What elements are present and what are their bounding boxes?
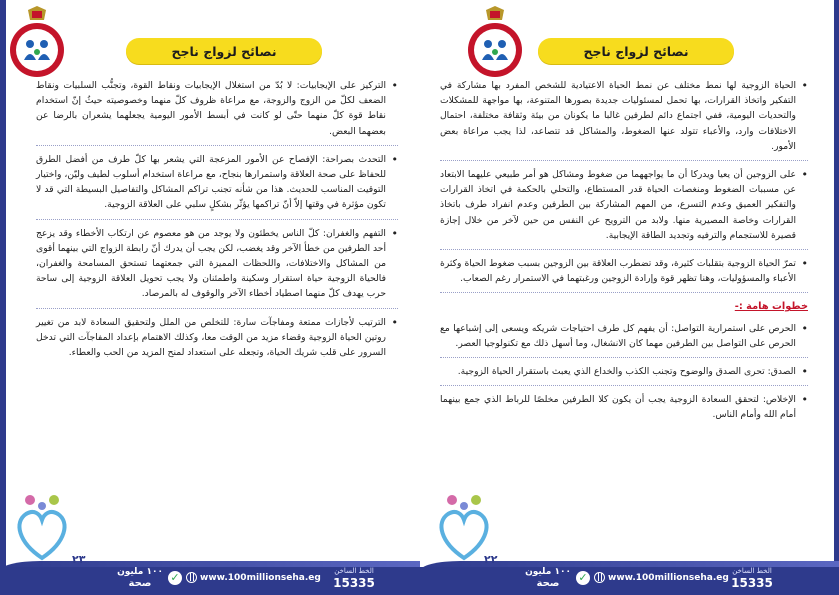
- ministry-emblem-icon: [464, 6, 526, 80]
- list-item: • الصدق: تحرى الصدق والوضوح وتجنب الكذب والخداع الذي يعبث باستقرار الحياة الزوجية.: [440, 364, 808, 386]
- footer: [420, 553, 839, 595]
- hotline: [726, 567, 778, 590]
- footer: [0, 553, 420, 595]
- page-right: [420, 0, 839, 595]
- brand-line2: صحة: [536, 578, 560, 589]
- hotline-number: 15335: [333, 576, 375, 590]
- list-item: • الحرص على استمرارية التواصل: أن يفهم كل طرف احتياجات شريكه ويسعى إلى إشباعها مع الحرص على التواصل بين الطرفين مهما كان الانشغال، وما أسهل ذلك مع تكنولوجيا العصر.: [440, 321, 808, 358]
- website-link[interactable]: [186, 572, 321, 583]
- heart-family-logo-icon: [10, 492, 74, 564]
- check-icon: ✓: [168, 571, 182, 585]
- page-title: نصائح لزواج ناجح: [126, 38, 322, 64]
- website-link[interactable]: [594, 572, 729, 583]
- brand-logo: [112, 567, 168, 590]
- page-edge-strip: [0, 0, 6, 595]
- globe-icon: [186, 572, 197, 583]
- ministry-emblem-icon: [6, 6, 68, 80]
- tips-list: [36, 78, 398, 372]
- section-title: خطوات هامة :-: [734, 301, 808, 313]
- page-title: نصائح لزواج ناجح: [538, 38, 734, 64]
- list-item: • التركيز على الإيجابيات: لا بُدّ من استغلال الإيجابيات ونقاط القوة، وتجنُّب السلبيات ونقاط الضعف لكلّ من الزوج والزوجة، مع مراعاة ظروف كلّ منهما وخصوصيته حيثُ إنّ استخدام نقاط قوة كلّ منهما حتّى لو كانت في أبسط الأمور اليومية يجعلهما يشعران بالرضا عن بعضهما البعض.: [36, 78, 398, 146]
- footer-row: [420, 553, 839, 591]
- list-item: • الإخلاص: لتحقق السعادة الزوجية يجب أن يكون كلا الطرفين مخلصًا للرباط الذي جمع بينهما أمام الله وأمام الناس.: [440, 392, 808, 428]
- list-item: • الترتيب لأجازات ممتعة ومفاجآت سارة: للتخلص من الملل ولتحقيق السعادة لابد من تغيير روتين الحياة الزوجية وقضاء مزيد من الوقت معا، وكذلك الاهتمام بإعداد المفاجآت التي تدخل السرور على قلب شريك الحياة، وتجعله على استعداد لمنح المزيد من الحب والعطاء.: [36, 315, 398, 367]
- page-edge-strip: [834, 0, 839, 595]
- list-item: • الحياة الزوجية لها نمط مختلف عن نمط الحياة الاعتيادية للشخص المفرد بها مشاركة في التفكير واتخاذ القرارات، بها تحمل لمسئوليات جديدة بصورها المتنوعة، بها مواجهة للمشكلات والتحديات اليومية، ففي اجتماع دائم لطرفين غالبا ما يكونان من بيئة وثقافة مختلفة، احتمال الاختلافات وارد، والأعباء تتولد عنها الضغوط، والمشاكل قد تتصاعد، لذا يجب مراعاة بعض الأمور.: [440, 78, 808, 161]
- hotline-number: 15335: [731, 576, 773, 590]
- hotline: [328, 567, 380, 590]
- page-number: ٢٣: [72, 553, 86, 566]
- website-text: www.100millionseha.eg: [200, 573, 321, 583]
- footer-row: [0, 553, 420, 591]
- list-item: • التفهم والغفران: كلّ الناس يخطئون ولا يوجد من هو معصوم عن ارتكاب الأخطاء وقد يزعج أحد الطرفين من خطأ الآخر وقد يغضب، لكن يجب أن يدرك أنّ رابطة الزواج التي بينهما أقوى من المشاكل والاختلافات، واللحظات المميزة التي جمعتهما تستحق المسامحة والغفران، فالحياة الزوجية حياة استقرار وسكينة واطمئنان ولا يجب تحويل العلاقة الزوجية إلى ساحة حرب يهدف كلّ منهما اصطياد أخطاء الآخر والوقوف له بالمرصاد.: [36, 226, 398, 309]
- brand-line1: ١٠٠ مليون: [525, 567, 571, 577]
- hotline-label: الخط الساخن: [334, 567, 374, 575]
- brand-line1: ١٠٠ مليون: [117, 567, 163, 577]
- check-icon: ✓: [576, 571, 590, 585]
- list-item: • التحدث بصراحة: الإفصاح عن الأمور المزعجة التي يشعر بها كلّ طرف من أفضل الطرق للحفاظ على صحة العلاقة واستمرارها بنجاح، مع مراعاة استخدام أسلوب لطيف وليّن، واختيار التوقيت المناسب للحديث. هذا من شأنه تجنب تراكم المشاكل والتفاصيل البسيطة التي قد لا تكون مؤثرة في وقتها إلاّ أنّ تراكمها يؤثّر بشكلٍ سلبي على العلاقة الزوجية.: [36, 152, 398, 220]
- hotline-label: الخط الساخن: [732, 567, 772, 575]
- list-item: • تمرّ الحياة الزوجية بتقلبات كثيرة، وقد تضطرب العلاقة بين الزوجين بسبب ضغوط الحياة وكثرة الأعباء والمسؤوليات، وهنا تظهر قوة وإرادة الزوجين ورغبتهما في الاستمرار رغم الصعاب.: [440, 256, 808, 293]
- globe-icon: [594, 572, 605, 583]
- brand-line2: صحة: [128, 578, 152, 589]
- tips-list: [440, 78, 808, 435]
- list-item: • على الزوجين أن يعيا ويدركا أن ما يواجههما من ضغوط ومشاكل هو أمر طبيعي عليهما الابتعاد عن مسببات الضغوط ومنغصات الحياة قدر المستطاع، والتحلي بالحكمة في اتخاذ القرارات والتفكير العميق وعدم التسرع، من المهم المشاركة بين الطرفين وعدم انفراد طرف باتخاذ القرارات وخاصة المصيرية منها. ولابد من الترويح عن النفس من حين لآخر من خلال إجازة قصيرة للاستجمام والترفيه وتجديد الطاقة الإيجابية.: [440, 167, 808, 250]
- brand-logo: [520, 567, 576, 590]
- page-number: ٢٢: [484, 553, 498, 566]
- website-text: www.100millionseha.eg: [608, 573, 729, 583]
